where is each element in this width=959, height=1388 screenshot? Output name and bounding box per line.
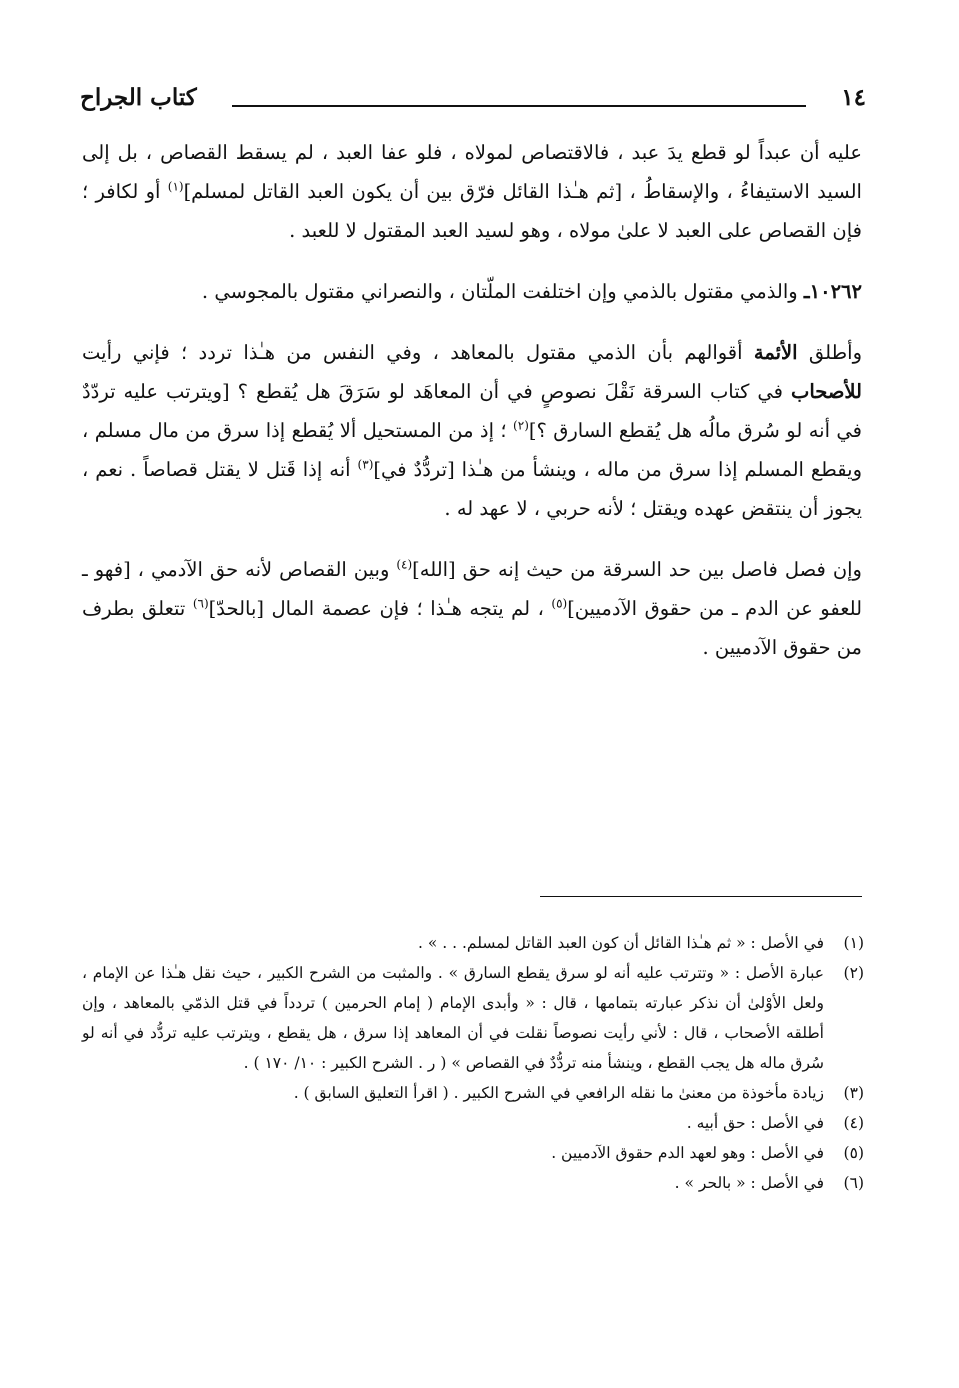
footnote-number: (٣) [843, 1084, 864, 1102]
footnote-number: (٢) [843, 964, 864, 982]
footnote-text: في الأصل : وهو لعهد الدم حقوق الآدميين . [551, 1144, 824, 1162]
p4-text-b: وبين القصاص لأنه حق الآدمي ، [فهو ـ للعفو عن الدم ـ من حقوق الآدميين] [82, 558, 863, 620]
footnote-ref-2[interactable]: (٢) [513, 418, 529, 433]
main-text [82, 133, 862, 667]
footnote-ref-3[interactable]: (٣) [357, 457, 374, 472]
book-title: كتاب الجراح [80, 84, 197, 111]
footnote-number: (١) [843, 934, 864, 952]
p4-text-d: تتعلق بطرف من حقوق الآدميين . [82, 597, 862, 659]
issue-number: ١٠٢٦٢ـ [803, 280, 862, 303]
footnote-ref-6[interactable]: (٦) [192, 596, 209, 611]
footnote-number: (٤) [843, 1114, 864, 1132]
p2-text: والذمي مقتول بالذمي وإن اختلفت الملّتان ، والنصراني مقتول بالمجوسي . [201, 280, 804, 303]
footnote-text: عبارة الأصل : « وتترتب عليه أنه لو سرق يقطع السارق » . والمثبت من الشرح الكبير ، حيث نقل هـٰذا عن الإمام ، ولعل الأوْلىٰ أن نذكر عبارته بتمامها ، قال : « وأبدى الإمام ( إمام الحرمين ) تردداً في قتل الذمّي بالمعاهد ، وإن أطلقه الأصحاب ، قال : لأني رأيت نصوصاً نقلت في أن المعاهد إذا سرق ، هل يقطع ، ويترتب عليه تردُّد في أنه لو سُرق ماله هل يجب القطع ، وينشأ منه تردُّدٌ في القصاص » ( ر . الشرح الكبير : ١٠/ ١٧٠ ) . [82, 964, 824, 1072]
paragraph-4 [82, 550, 862, 667]
footnote-item [82, 1138, 864, 1168]
footnote-ref-4[interactable]: (٤) [396, 557, 413, 572]
p4-text-a: وإن فصل فاصل بين حد السرقة من حيث إنه حق [الله] [412, 558, 862, 581]
footnote-item [82, 1078, 864, 1108]
p3-text-b: أقوالهم بأن الذمي مقتول بالمعاهد ، وفي النفس من هـٰذا تردد ؛ فإني رأيت [82, 341, 754, 364]
footnotes [82, 928, 864, 1198]
p1-text: عليه أن عبداً لو قطع يدَ عبد ، فالاقتصاص لمولاه ، فلو عفا العبد ، لم يسقط القصاص ، بل إلى السيد الاستيفاءُ ، والإسقاطُ ، [ثم هـٰذا القائل فرّق بين أن يكون العبد القاتل لمسلم] [82, 141, 862, 203]
p3-text-e: أنه إذا قَتل لا يقتل قصاصاً . نعم ، يجوز أن ينتقض عهده ويقتل ؛ لأنه حربي ، لا عهد له . [82, 458, 862, 520]
footnote-item [82, 958, 864, 1078]
footnote-item [82, 1168, 864, 1198]
running-header [80, 84, 876, 124]
footnote-text: في الأصل : « بالحر » . [674, 1174, 824, 1192]
paragraph-2 [82, 272, 862, 311]
footnote-text: في الأصل : « ثم هـٰذا القائل أن كون العبد القاتل لمسلم. . . » . [418, 934, 824, 952]
p3-text-d: ؛ إذ من المستحيل ألا يُقطع إذا سرق من مال مسلم ، ويقطع المسلم إذا سرق من ماله ، وينشأ من هـٰذا [تردُّدٌ في] [82, 419, 863, 481]
page-number: ١٤ [841, 84, 866, 111]
footnote-item [82, 1108, 864, 1138]
footnote-item [82, 928, 864, 958]
header-rule [232, 105, 806, 107]
paragraph-3 [82, 333, 862, 528]
p3-text-a: وأطلق [797, 341, 862, 364]
footnote-separator [540, 896, 862, 897]
footnote-ref-1[interactable]: (١) [167, 179, 184, 194]
p3-bold-aimma: الأئمة [753, 341, 798, 364]
footnote-number: (٥) [843, 1144, 864, 1162]
footnote-number: (٦) [843, 1174, 864, 1192]
p1-text-b: أو لكافر ؛ فإن القصاص على العبد لا علىٰ مولاه ، وهو لسيد العبد المقتول لا للعبد . [82, 180, 862, 242]
p3-text-c: في كتاب السرقة نَقْلَ نصوصٍ في أن المعاهَد لو سَرَقَ هل يُقطع ؟ [ويترتب عليه تردّدٌ في أنه لو سُرق مالُه هل يُقطع السارق ؟] [82, 380, 862, 442]
paragraph-1 [82, 133, 862, 250]
footnote-text: في الأصل : حق أبيه . [686, 1114, 824, 1132]
p3-bold-ashab: للأصحاب [790, 380, 862, 403]
p4-text-c: ، لم يتجه هـٰذا ؛ فإن عصمة المال [بالحدّ] [208, 597, 552, 620]
footnote-text: زيادة مأخوذة من معنىٰ ما نقله الرافعي في الشرح الكبير . ( اقرأ التعليق السابق ) . [293, 1084, 824, 1102]
footnote-ref-5[interactable]: (٥) [551, 596, 568, 611]
